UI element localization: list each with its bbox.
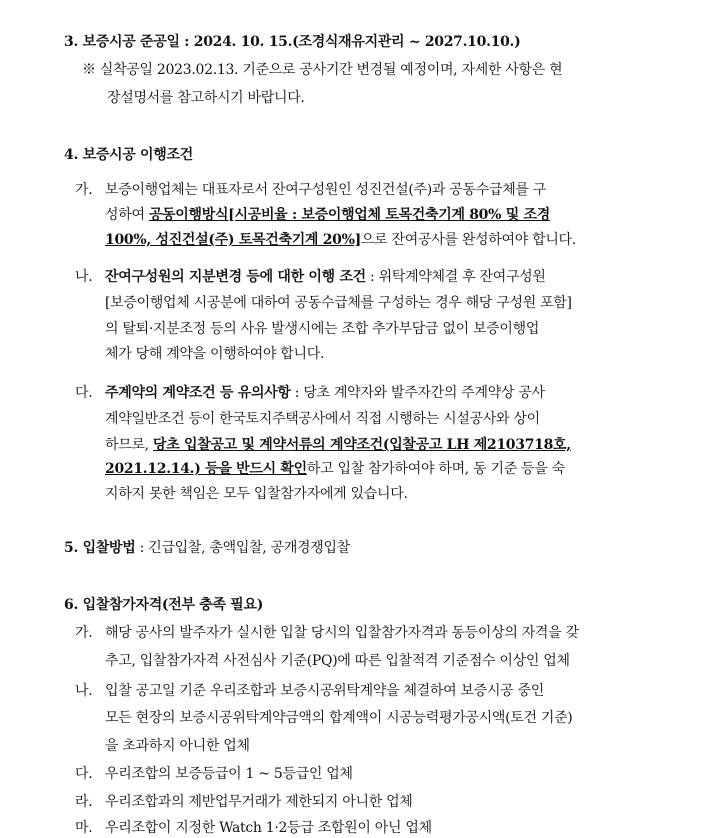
must-confirm-notice: 2021.12.14.) 등을 반드시 확인	[105, 461, 307, 477]
bidding-method-value: : 긴급입찰, 총액입찰, 공개경쟁입찰	[135, 540, 350, 556]
bidding-method-label: 5. 입찰방법	[64, 540, 136, 556]
section-4-ga-line-3	[105, 230, 576, 250]
section-4-ga-line-2-text: 성하여	[105, 207, 149, 223]
section-4-ga-marker: 가.	[75, 182, 93, 198]
main-contract-notice: 주계약의 계약조건 등 유의사항	[105, 385, 291, 401]
section-4-ga-line-1: 보증이행업체는 대표자로서 잔여구성원인 성진건설(주)과 공동수급체를 구	[105, 182, 547, 198]
section-6-ga-marker: 가.	[75, 625, 93, 641]
section-4-da-line-4	[105, 459, 565, 479]
section-4-na-line-4: 체가 당해 계약을 이행하여야 합니다.	[105, 346, 325, 362]
joint-execution-method: 공동이행방식[시공비율 : 보증이행업체 토목건축기계 80% 및 조경	[148, 207, 550, 223]
section-6-ga-line-2: 추고, 입찰참가자격 사전심사 기준(PQ)에 따른 입찰적격 기준점수 이상인 업체	[105, 653, 570, 669]
section-3-note-line-1: ※ 실착공일 2023.02.13. 기준으로 공사기간 변경될 예정이며, 자세한 사항은 현	[82, 62, 563, 78]
section-6-heading: 6. 입찰참가자격(전부 충족 필요)	[64, 597, 264, 613]
section-6-ra-marker: 라.	[75, 794, 93, 810]
section-4-da-line-1	[105, 383, 545, 403]
section-4-da-marker: 다.	[75, 385, 93, 401]
section-4-da-line-4-text: 하고 입찰 참가하여야 하며, 동 기준 등을 숙	[306, 461, 565, 477]
section-6-ra-line-1: 우리조합과의 제반업무거래가 제한되지 아니한 업체	[105, 794, 413, 810]
section-6-na-line-3: 을 초과하지 아니한 업체	[105, 738, 250, 754]
section-4-na-line-1	[105, 267, 546, 287]
section-4-da-line-3-text: 하므로,	[105, 437, 153, 453]
section-3-heading: 3. 보증시공 준공일 : 2024. 10. 15.(조경식재유지관리 ~ 2027.10.10.)	[64, 34, 521, 50]
member-share-change-condition: 잔여구성원의 지분변경 등에 대한 이행 조건	[105, 269, 366, 285]
section-4-na-line-1-text: : 위탁계약체결 후 잔여구성원	[365, 269, 546, 285]
section-4-da-line-1-text: : 당초 계약자와 발주자간의 주계약상 공사	[290, 385, 545, 401]
section-4-na-line-2: [보증이행업체 시공분에 대하여 공동수급체를 구성하는 경우 해당 구성원 포함]	[105, 295, 572, 311]
section-3-note-line-2: 장설명서를 참고하시기 바랍니다.	[107, 90, 305, 106]
section-6-ga-line-1: 해당 공사의 발주자가 실시한 입찰 당시의 입찰참가자격과 동등이상의 자격을 갖	[105, 625, 579, 641]
section-4-da-line-3	[105, 435, 571, 455]
section-4-da-line-5: 지하지 못한 책임은 모두 입찰참가자에게 있습니다.	[105, 486, 408, 502]
joint-execution-ratio: 100%, 성진건설(주) 토목건축기계 20%]	[105, 232, 361, 248]
section-6-da-line-1: 우리조합의 보증등급이 1 ~ 5등급인 업체	[105, 766, 353, 782]
section-4-ga-line-2	[105, 205, 550, 225]
section-6-na-line-2: 모든 현장의 보증시공위탁계약금액의 합계액이 시공능력평가공시액(토건 기준)	[105, 710, 573, 726]
section-5-heading	[64, 538, 350, 558]
section-4-da-line-2: 계약일반조건 등이 한국토지주택공사에서 직접 시행하는 시설공사와 상이	[105, 411, 540, 427]
section-4-na-marker: 나.	[75, 269, 93, 285]
section-6-na-line-1: 입찰 공고일 기준 우리조합과 보증시공위탁계약을 체결하여 보증시공 중인	[105, 683, 544, 699]
section-6-ma-marker: 마.	[75, 820, 93, 836]
section-6-ma-line-1: 우리조합이 지정한 Watch 1·2등급 조합원이 아닌 업체	[105, 820, 432, 836]
section-4-heading: 4. 보증시공 이행조건	[64, 147, 193, 163]
section-6-da-marker: 다.	[75, 766, 93, 782]
section-4-ga-line-3-text: 으로 잔여공사를 완성하여야 합니다.	[360, 232, 576, 248]
section-6-na-marker: 나.	[75, 683, 93, 699]
original-bid-contract-conditions: 당초 입찰공고 및 계약서류의 계약조건(입찰공고 LH 제2103718호,	[152, 437, 571, 453]
section-4-na-line-3: 의 탈퇴·지분조정 등의 사유 발생시에는 조합 추가부담금 없이 보증이행업	[105, 321, 540, 337]
